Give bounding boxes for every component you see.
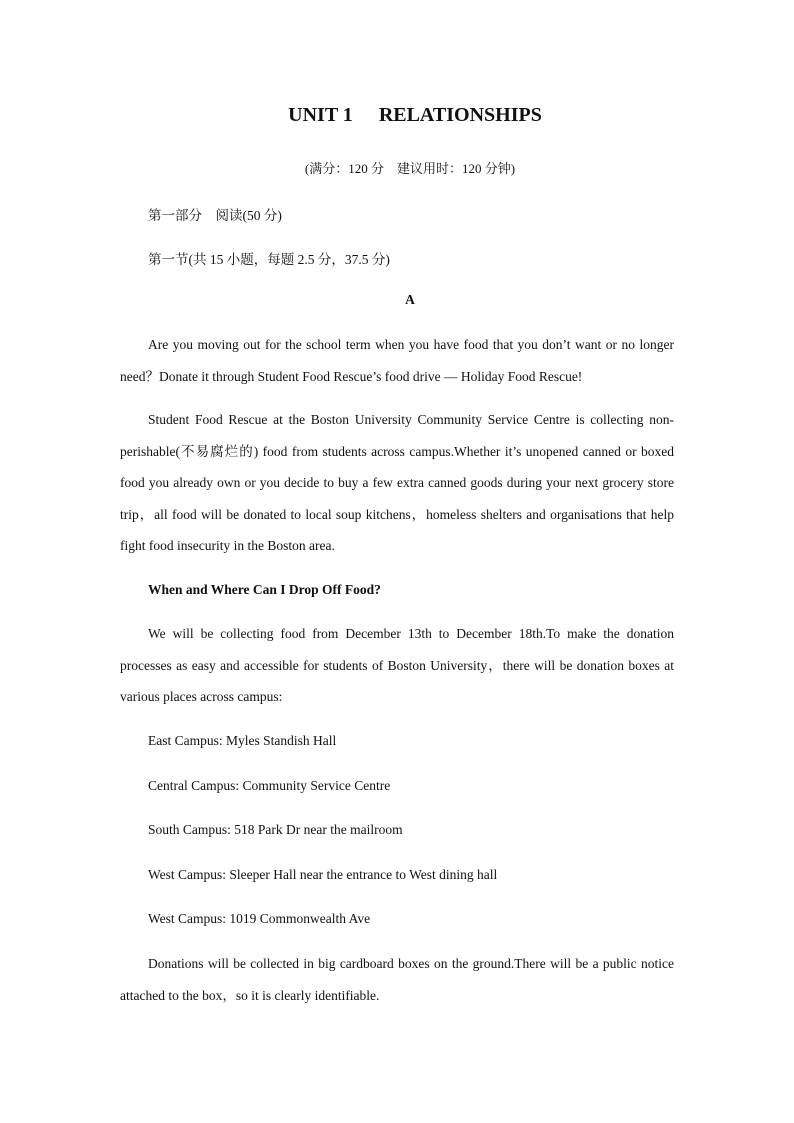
- title-topic: RELATIONSHIPS: [378, 104, 542, 126]
- location-item: East Campus: Myles Standish Hall: [148, 733, 337, 748]
- paragraph-4: Donations will be collected in big cardboard boxes on the ground.There will be a public notice attached to the box，so it is clearly identifiable.: [120, 956, 674, 1003]
- location-item: West Campus: 1019 Commonwealth Ave: [148, 911, 371, 926]
- score-time-note: (满分：120 分 建议用时：120 分钟): [304, 161, 516, 176]
- section-sub-heading: 第一节(共 15 小题，每题 2.5 分，37.5 分): [148, 252, 390, 267]
- location-item: Central Campus: Community Service Centre: [148, 778, 391, 793]
- paragraph-1: Are you moving out for the school term when you have food that you don’t want or no longer need？Donate it through Student Food Rescue’s food drive — Holiday Food Rescue!: [120, 337, 674, 384]
- location-item: West Campus: Sleeper Hall near the entrance to West dining hall: [148, 867, 498, 882]
- paragraph-3: We will be collecting food from December 13th to December 18th.To make the donation processes as easy and accessible for students of Boston University，there will be donation boxes at various places across campus:: [120, 626, 674, 704]
- section-part-heading: 第一部分 阅读(50 分): [148, 208, 282, 223]
- passage-label: A: [405, 292, 415, 307]
- paragraph-2: Student Food Rescue at the Boston University Community Service Centre is collecting non-perishable(不易腐烂的) food from students across campus.Whether it’s unopened canned or boxed food you already own or you decide to buy a few extra canned goods during your next grocery store trip，all food will be donated to local soup kitchens，homeless shelters and organisations that help fight food insecurity in the Boston area.: [120, 412, 674, 553]
- page-title: [0, 104, 794, 127]
- location-item: South Campus: 518 Park Dr near the mailroom: [148, 822, 403, 837]
- title-unit: UNIT 1: [288, 104, 353, 126]
- section-heading-drop-off: When and Where Can I Drop Off Food?: [148, 582, 381, 597]
